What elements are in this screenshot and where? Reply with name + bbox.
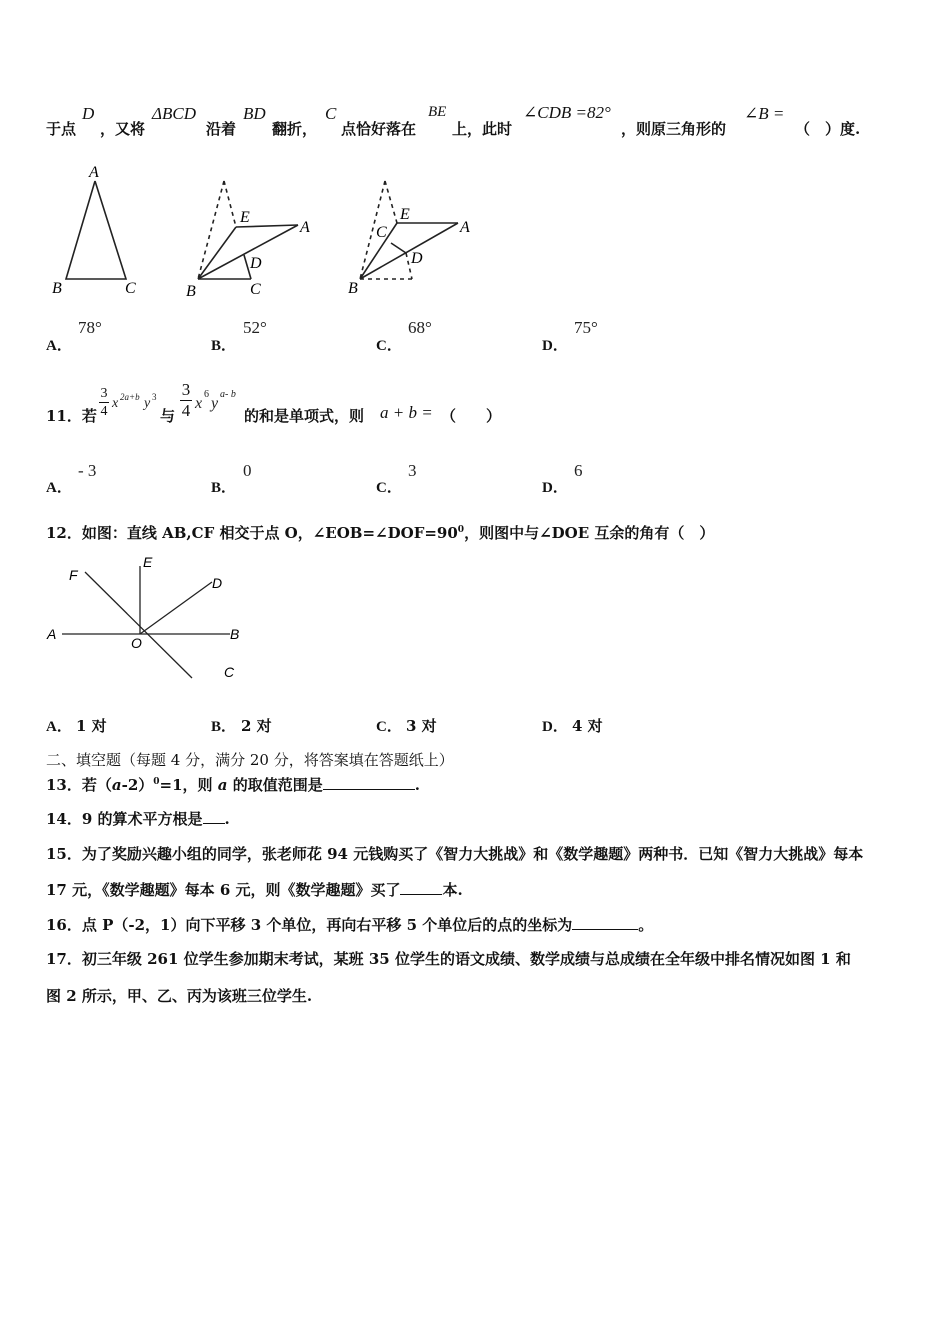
q10-option-c-value: 68° — [408, 318, 432, 337]
q11-fraction-2-den: 4 — [181, 401, 191, 420]
q12-option-d-value: 4 对 — [572, 717, 603, 735]
q15-line-2b: 本. — [442, 881, 463, 899]
q10-math-5: BE — [428, 104, 447, 120]
fig3-label-B: B — [348, 280, 358, 297]
fig3-label-E: E — [400, 206, 410, 223]
q16-b: 。 — [638, 916, 654, 934]
q11-option-c-label: C． — [376, 480, 402, 496]
q12-stem — [46, 522, 714, 543]
q10-text-7: ，则原三角形的 — [621, 120, 727, 138]
q10-math-2: ΔBCD — [152, 104, 196, 123]
fig2-label-D: D — [250, 255, 262, 272]
q11-term2-yexp: a- b — [220, 389, 236, 400]
q11-option-b-label: B． — [211, 480, 237, 496]
q14-b: . — [224, 810, 230, 828]
q10-text-5: 点恰好落在 — [341, 120, 417, 138]
fig2-label-B: B — [186, 283, 196, 300]
q17-line-1: 17．初三年级 261 位学生参加期末考试，某班 35 位学生的语文成绩、数学成绩与总成绩在全年级中排名情况如图 1 和 — [46, 950, 851, 968]
q12-stem-tail: ，则图中与∠DOE 互余的角有（ ） — [464, 524, 715, 542]
q13-var-1: a — [111, 776, 122, 794]
q11-tail: 的和是单项式，则 — [244, 407, 365, 425]
fig1-label-C: C — [125, 280, 136, 297]
q10-text-4: 翻折， — [272, 120, 318, 138]
q11-option-d-value: 6 — [574, 461, 583, 480]
q15-line-2a: 17 元，《数学趣题》每本 6 元，则《数学趣题》买了 — [46, 881, 401, 899]
q10-option-d-value: 75° — [574, 318, 598, 337]
q11-number: 11．若 — [46, 407, 97, 425]
q13-var-2: a — [217, 776, 228, 794]
q13-e: . — [414, 776, 421, 794]
q11-fraction-1-num: 3 — [100, 386, 108, 401]
q12-option-d-label: D． — [542, 719, 568, 735]
q11-term1-exp: 2a+b — [120, 392, 140, 402]
q10-option-b-label: B． — [211, 338, 237, 354]
q11-with: 与 — [160, 407, 176, 425]
fig2-label-E: E — [240, 209, 250, 226]
q11-option-d-label: D． — [542, 480, 568, 496]
q11-term1-y: y — [144, 396, 151, 411]
q14-a: 14．9 的算术平方根是 — [46, 810, 203, 828]
fig2-label-A: A — [300, 219, 310, 236]
q13-a: 13．若（ — [46, 776, 112, 794]
q12-figure — [40, 550, 270, 690]
q11-fraction-1-den: 4 — [100, 404, 108, 419]
q11-term1-x: x — [112, 396, 119, 411]
q11-term2-exp: 6 — [204, 389, 209, 400]
q16-answer-blank[interactable] — [572, 915, 638, 930]
q12-option-a-value: 1 对 — [76, 717, 107, 735]
q12-option-b-value: 2 对 — [241, 717, 272, 735]
q10-math-1: D — [82, 104, 95, 123]
q10-figure-fold-1 — [198, 181, 298, 279]
q11-option-a-label: A． — [46, 480, 72, 496]
q14-answer-blank[interactable] — [203, 809, 225, 824]
q10-math-6: ∠CDB =82° — [523, 103, 611, 122]
q10-text-8: （ ）度. — [795, 120, 861, 138]
fig1-label-A: A — [89, 165, 99, 181]
q17-line-2: 图 2 所示，甲、乙、丙为该班三位学生. — [46, 987, 313, 1005]
fig3-label-A: A — [460, 219, 470, 236]
q16-a: 16．点 P（-2，1）向下平移 3 个单位，再向右平移 5 个单位后的点的坐标为 — [46, 916, 573, 934]
q13 — [46, 774, 420, 795]
q15-answer-blank[interactable] — [400, 880, 442, 895]
fig3-label-C: C — [376, 224, 387, 241]
q15-line-1: 15．为了奖励兴趣小组的同学，张老师花 94 元钱购买了《智力大挑战》和《数学趣题》两种书．已知《智力大挑战》每本 — [46, 845, 864, 863]
q10-option-a-value: 78° — [78, 318, 102, 337]
q10-option-c-label: C． — [376, 338, 402, 354]
q12-label-D: D — [212, 575, 223, 591]
q13-b: -2） — [121, 776, 154, 794]
q11-term2-x: x — [195, 395, 203, 412]
q13-sup: 0 — [153, 777, 160, 787]
q12-label-O: O — [131, 635, 142, 651]
q11-paren: （ ） — [441, 407, 502, 425]
q10-text-3: 沿着 — [206, 120, 237, 138]
q16 — [46, 914, 653, 935]
q13-answer-blank[interactable] — [323, 775, 415, 790]
q10-text-2: ，又将 — [100, 120, 146, 138]
q12-label-B: B — [230, 626, 240, 642]
q11-fraction-1 — [99, 385, 109, 420]
fig1-label-B: B — [52, 280, 62, 297]
q12-label-E: E — [143, 554, 153, 570]
q12-label-A: A — [47, 626, 57, 642]
q12-label-C: C — [224, 664, 235, 680]
q15-line-2 — [46, 879, 463, 900]
q10-option-d-label: D． — [542, 338, 568, 354]
q12-label-F: F — [69, 567, 78, 583]
q10-text-6: 上，此时 — [452, 120, 513, 138]
q10-figures — [0, 165, 950, 305]
q11-option-c-value: 3 — [408, 461, 417, 480]
q12-option-a-label: A． — [46, 719, 72, 735]
q11-option-b-value: 0 — [243, 461, 252, 480]
q12-option-b-label: B． — [211, 719, 237, 735]
q14 — [46, 808, 230, 829]
section-2-heading: 二、填空题（每题 4 分，满分 20 分，将答案填在答题纸上） — [46, 751, 454, 769]
q11-fraction-2 — [180, 380, 192, 421]
q10-math-4: C — [325, 104, 337, 123]
q13-d: 的取值范围是 — [232, 776, 323, 794]
q12-option-c-label: C． — [376, 719, 402, 735]
q11-term2-y: y — [211, 395, 219, 412]
q10-math-3: BD — [243, 104, 266, 123]
q10-figure-triangle — [66, 181, 126, 279]
q10-text-1: 于点 — [46, 120, 77, 138]
q11-fraction-2-num: 3 — [181, 380, 191, 399]
fig3-label-D: D — [411, 250, 423, 267]
q10-option-a-label: A． — [46, 338, 72, 354]
q10-option-b-value: 52° — [243, 318, 267, 337]
q11-expression: a + b = — [380, 403, 433, 422]
q10-figure-fold-2 — [360, 181, 458, 279]
q11-option-a-value: - 3 — [78, 461, 97, 480]
q12-stem-sup: 0 — [457, 525, 465, 535]
q10-math-7: ∠B = — [744, 104, 785, 123]
fig2-label-C: C — [250, 281, 261, 298]
q11-term1-yexp: 3 — [152, 392, 157, 402]
q12-stem-text: 12．如图：直线 AB,CF 相交于点 O，∠EOB=∠DOF=90 — [46, 524, 458, 542]
q12-option-c-value: 3 对 — [406, 717, 437, 735]
q13-c: =1，则 — [159, 776, 213, 794]
